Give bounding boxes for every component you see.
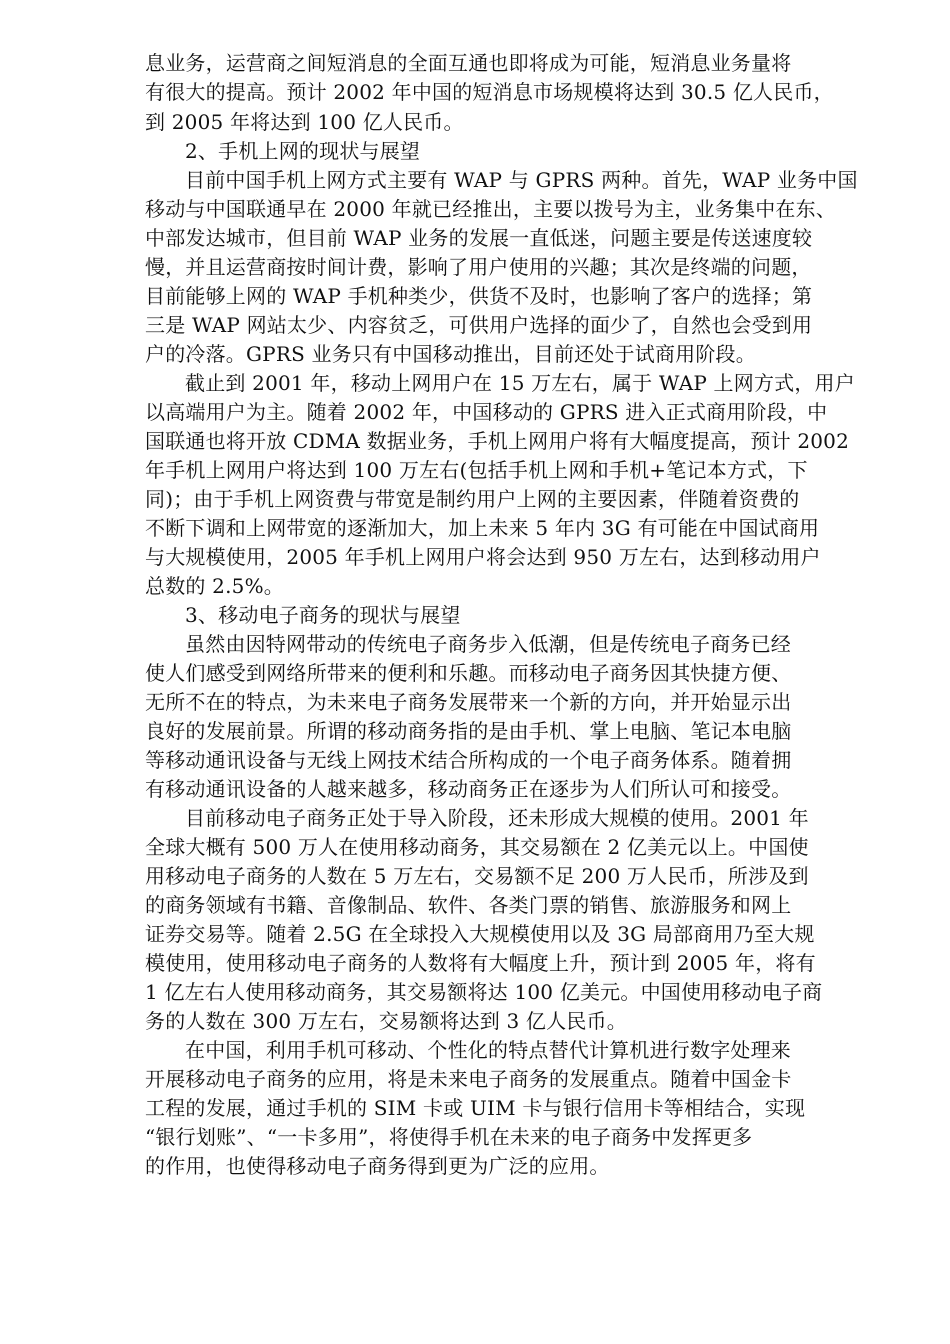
text-line: 以高端用户为主。随着 2002 年，中国移动的 GPRS 进入正式商用阶段，中: [145, 400, 828, 424]
text-line: 慢，并且运营商按时间计费，影响了用户使用的兴趣；其次是终端的问题，: [145, 255, 812, 279]
text-line: 务的人数在 300 万左右，交易额将达到 3 亿人民币。: [145, 1009, 627, 1033]
text-line: 在中国，利用手机可移动、个性化的特点替代计算机进行数字处理来: [185, 1038, 791, 1062]
text-line: 息业务，运营商之间短消息的全面互通也即将成为可能，短消息业务量将: [145, 51, 792, 75]
text-line: 良好的发展前景。所谓的移动商务指的是由手机、掌上电脑、笔记本电脑: [145, 719, 792, 743]
text-line: 总数的 2.5%。: [145, 574, 284, 598]
text-line: 模使用，使用移动电子商务的人数将有大幅度上升，预计到 2005 年，将有: [145, 951, 816, 975]
text-line: 的商务领域有书籍、音像制品、软件、各类门票的销售、旅游服务和网上: [145, 893, 792, 917]
text-line: 有移动通讯设备的人越来越多，移动商务正在逐步为人们所认可和接受。: [145, 777, 792, 801]
text-line: 全球大概有 500 万人在使用移动商务，其交易额在 2 亿美元以上。中国使: [145, 835, 809, 859]
text-line: 等移动通讯设备与无线上网技术结合所构成的一个电子商务体系。随着拥: [145, 748, 792, 772]
text-line: 开展移动电子商务的应用，将是未来电子商务的发展重点。随着中国金卡: [145, 1067, 792, 1091]
text-line: 移动与中国联通早在 2000 年就已经推出，主要以拨号为主，业务集中在东、: [145, 197, 837, 221]
text-line: 虽然由因特网带动的传统电子商务步入低潮，但是传统电子商务已经: [185, 632, 791, 656]
text-line: 国联通也将开放 CDMA 数据业务，手机上网用户将有大幅度提高，预计 2002: [145, 429, 850, 453]
text-line: 用移动电子商务的人数在 5 万左右，交易额不足 200 万人民币，所涉及到: [145, 864, 809, 888]
text-line: 与大规模使用，2005 年手机上网用户将会达到 950 万左右，达到移动用户: [145, 545, 821, 569]
text-line: 工程的发展，通过手机的 SIM 卡或 UIM 卡与银行信用卡等相结合，实现: [145, 1096, 806, 1120]
text-line: “银行划账”、“一卡多用”，将使得手机在未来的电子商务中发挥更多: [145, 1125, 753, 1149]
text-line: 三是 WAP 网站太少、内容贫乏，可供用户选择的面少了，自然也会受到用: [145, 313, 813, 337]
text-line: 证券交易等。随着 2.5G 在全球投入大规模使用以及 3G 局部商用乃至大规: [145, 922, 815, 946]
text-line: 同)；由于手机上网资费与带宽是制约用户上网的主要因素，伴随着资费的: [145, 487, 800, 511]
section-heading: 3、移动电子商务的现状与展望: [185, 603, 461, 627]
text-line: 无所不在的特点，为未来电子商务发展带来一个新的方向，并开始显示出: [145, 690, 792, 714]
text-line: 目前能够上网的 WAP 手机种类少，供货不及时，也影响了客户的选择；第: [145, 284, 813, 308]
text-line: 截止到 2001 年，移动上网用户在 15 万左右，属于 WAP 上网方式，用户: [185, 371, 855, 395]
text-line: 户的冷落。GPRS 业务只有中国移动推出，目前还处于试商用阶段。: [145, 342, 756, 366]
text-line: 中部发达城市，但目前 WAP 业务的发展一直低迷，问题主要是传送速度较: [145, 226, 813, 250]
text-line: 不断下调和上网带宽的逐渐加大，加上未来 5 年内 3G 有可能在中国试商用: [145, 516, 820, 540]
text-line: 到 2005 年将达到 100 亿人民币。: [145, 110, 464, 134]
text-line: 1 亿左右人使用移动商务，其交易额将达 100 亿美元。中国使用移动电子商: [145, 980, 823, 1004]
text-line: 目前移动电子商务正处于导入阶段，还未形成大规模的使用。2001 年: [185, 806, 809, 830]
text-line: 目前中国手机上网方式主要有 WAP 与 GPRS 两种。首先，WAP 业务中国: [185, 168, 858, 192]
text-line: 年手机上网用户将达到 100 万左右(包括手机上网和手机+笔记本方式，下: [145, 458, 808, 482]
text-line: 有很大的提高。预计 2002 年中国的短消息市场规模将达到 30.5 亿人民币，: [145, 80, 834, 104]
section-heading: 2、手机上网的现状与展望: [185, 139, 421, 163]
text-line: 使人们感受到网络所带来的便利和乐趣。而移动电子商务因其快捷方便、: [145, 661, 792, 685]
text-line: 的作用，也使得移动电子商务得到更为广泛的应用。: [145, 1154, 610, 1178]
